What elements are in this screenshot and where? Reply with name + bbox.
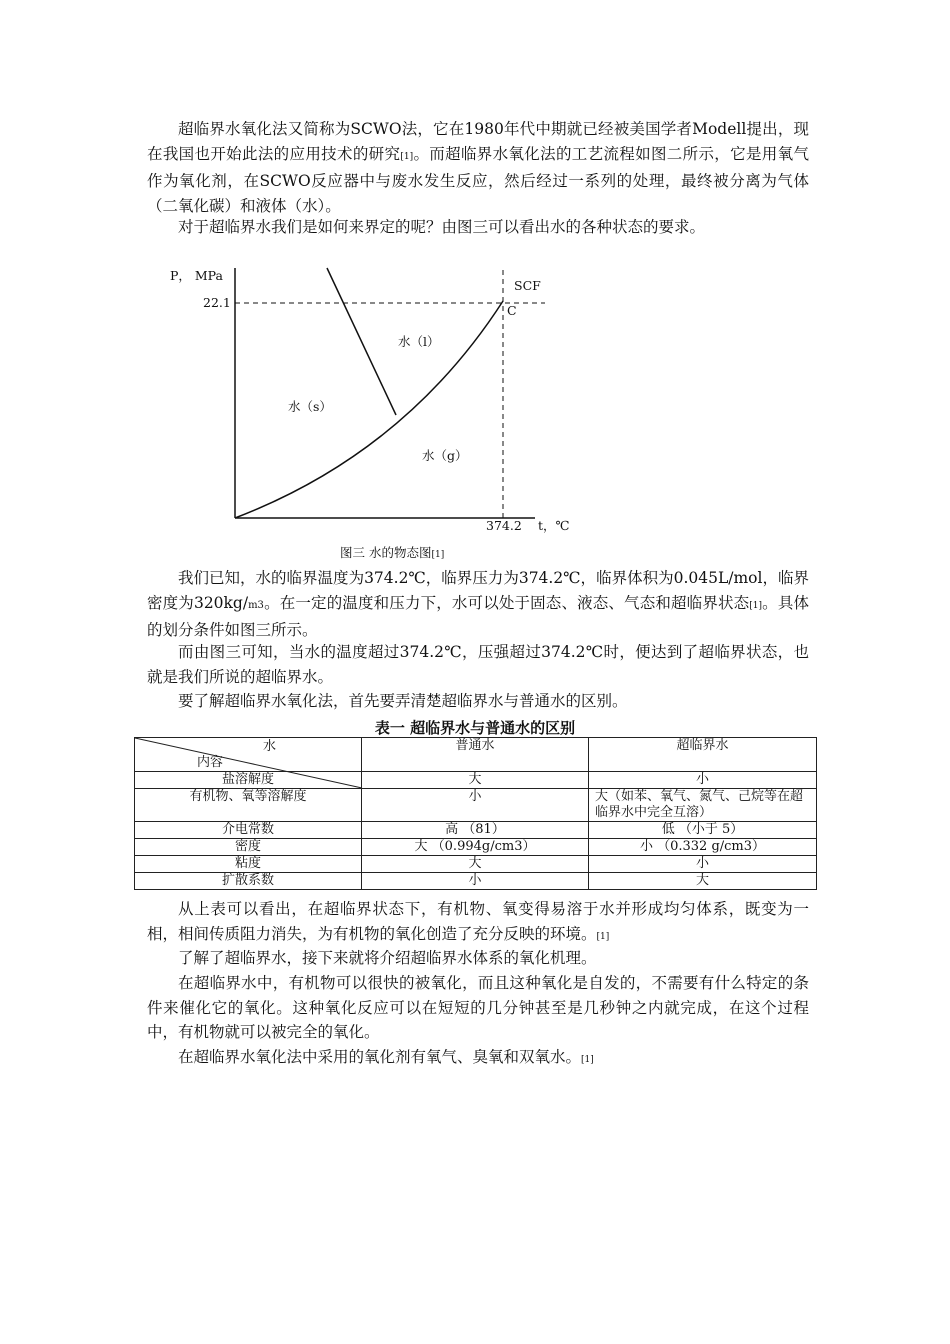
cell-normal: 小 [362,789,589,822]
cell-super: 大（如苯、氧气、氮气、己烷等在超临界水中完全互溶） [589,789,817,822]
comparison-table [134,737,817,890]
cell-normal: 小 [362,873,589,890]
paragraph-mechanism-intro: 了解了超临界水，接下来就将介绍超临界水体系的氧化机理。 [178,949,597,967]
cell-super: 低 （小于 5） [589,822,817,839]
table-row [135,789,817,822]
table-row [135,856,817,873]
corner-header-water: 水 [263,739,277,754]
temperature-tick: 374.2 [486,518,522,533]
row-label: 粘度 [135,856,362,873]
paragraph-difference-intro: 要了解超临界水氧化法，首先要弄清楚超临界水与普通水的区别。 [178,692,628,710]
cell-normal: 大 （0.994g/cm3） [362,839,589,856]
paragraph-intro: 超临界水氧化法又简称为SCWO法，它在1980年代中期就已经被美国学者Modell提出，现在我国也开始此法的应用技术的研究[1]。而超临界水氧化法的工艺流程如图二所示，它是用氧气作为氧化剂，在SCWO反应器中与废水发生反应，然后经过一系列的处理，最终被分离为气体（二氧化碳）和液体（水）。 [147,120,809,215]
cell-normal: 大 [362,856,589,873]
table-row [135,873,817,890]
row-label: 介电常数 [135,822,362,839]
pressure-tick: 22.1 [203,295,231,310]
melting-line [327,268,396,415]
row-label: 盐溶解度 [135,772,362,789]
paragraph-oxidants: 在超临界水氧化法中采用的氧化剂有氧气、臭氧和双氧水。[1] [178,1048,594,1066]
y-axis-label: P， MPa [170,268,223,283]
critical-point-label: C [507,303,517,318]
phase-diagram [160,258,590,558]
column-header-normal: 普通水 [362,738,589,772]
table-row [135,822,817,839]
row-label: 有机物、氧等溶解度 [135,789,362,822]
scf-label: SCF [514,278,541,293]
vaporization-curve [235,301,503,518]
solid-region-label: 水（s） [288,399,332,414]
paragraph-table-conclusion: 从上表可以看出，在超临界状态下，有机物、氧变得易溶于水并形成均匀体系，既变为一相，相间传质阻力消失，为有机物的氧化创造了充分反映的环境。[1] [147,900,809,943]
table-title: 表一 超临界水与普通水的区别 [374,719,576,737]
cell-super: 小 [589,856,817,873]
citation-ref: [1] [400,151,414,162]
paragraph-definition-question: 对于超临界水我们是如何来界定的呢？由图三可以看出水的各种状态的要求。 [178,218,706,236]
corner-header-cell [135,738,362,772]
gas-region-label: 水（g） [422,448,468,463]
paragraph-oxidation: 在超临界水中，有机物可以很快的被氧化，而且这种氧化是自发的，不需要有什么特定的条件来催化它的氧化。这种氧化反应可以在短短的几分钟甚至是几秒钟之内就完成，在这个过程中，有机物就可以被完全的氧化。 [147,974,809,1041]
cell-normal: 大 [362,772,589,789]
row-label: 密度 [135,839,362,856]
row-label: 扩散系数 [135,873,362,890]
x-axis-label: t，℃ [538,518,570,533]
table-header-row [135,738,817,772]
cell-super: 小 [589,772,817,789]
cell-normal: 高 （81） [362,822,589,839]
table-row [135,839,817,856]
cell-super: 小 （0.332 g/cm3） [589,839,817,856]
column-header-supercritical: 超临界水 [589,738,817,772]
diagram-caption: 图三 水的物态图[1] [340,545,445,560]
corner-header-content: 内容 [197,755,224,770]
paragraph-supercritical-state: 而由图三可知，当水的温度超过374.2℃，压强超过374.2℃时，便达到了超临界状态，也就是我们所说的超临界水。 [147,643,809,686]
cell-super: 大 [589,873,817,890]
liquid-region-label: 水（l） [398,334,440,349]
paragraph-critical-values: 我们已知，水的临界温度为374.2℃，临界压力为374.2℃，临界体积为0.045L/mol，临界密度为320kg/m3。在一定的温度和压力下，水可以处于固态、液态、气态和超临界状态[1]。具体的划分条件如图三所示。 [147,569,809,639]
